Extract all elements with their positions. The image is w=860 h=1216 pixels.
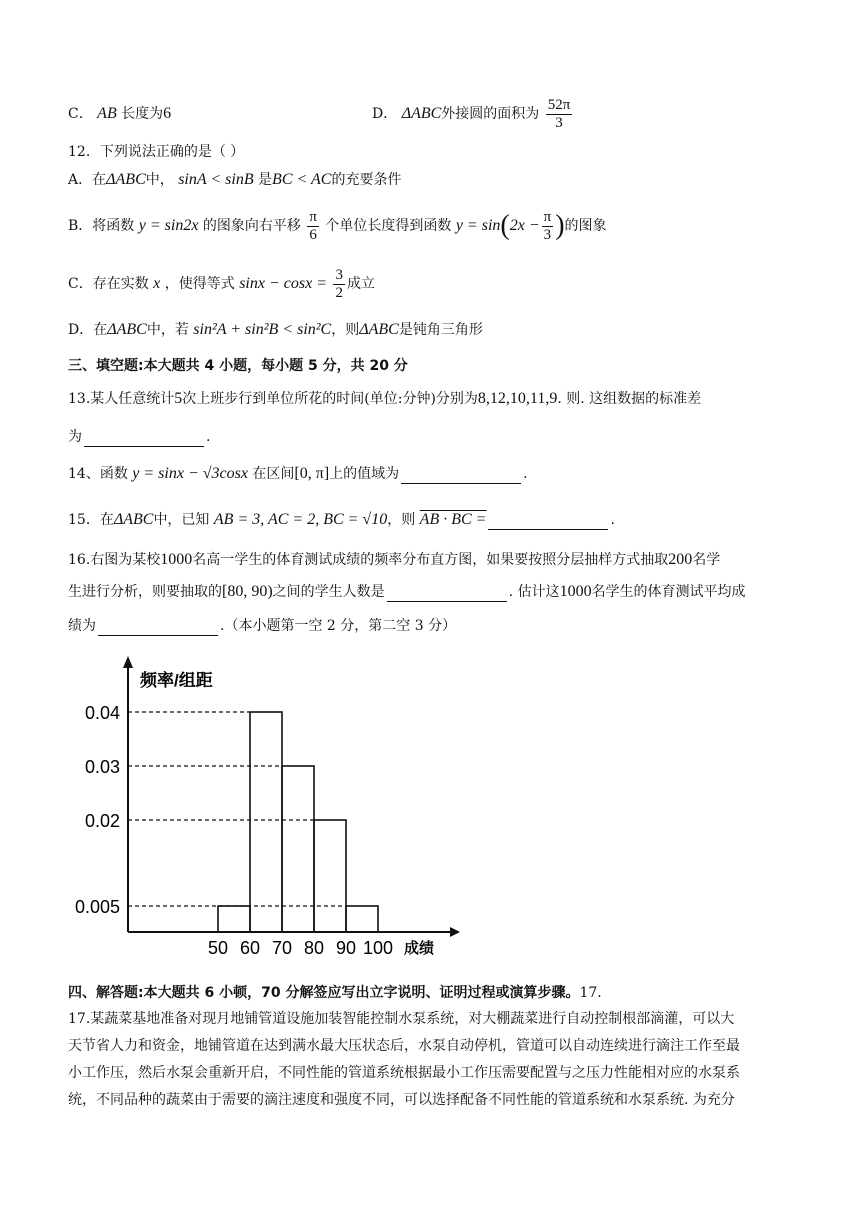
x-axis-label: 成绩: [404, 940, 435, 957]
answer-blank[interactable]: [401, 467, 521, 484]
q13-count: 5: [174, 390, 183, 407]
q12-b-text2: 个单位长度得到函数: [325, 218, 452, 234]
q15-end: .: [610, 512, 615, 528]
q12-d-math1: sin²A + sin²B < sin²C: [193, 321, 332, 338]
q16-text: 名学生的体育测试平均成: [591, 584, 746, 600]
q12-a-triangle: ΔABC: [106, 171, 146, 188]
q12-b-text3: 的图象: [564, 218, 607, 234]
q12-d-label: D．在: [68, 322, 108, 338]
q14-text-a: 14、函数: [68, 466, 128, 482]
q11-c-value: 6: [163, 105, 172, 122]
q16-text: . 估计这: [508, 584, 560, 600]
q14: [68, 464, 528, 484]
q13-line1: [68, 389, 701, 409]
y-tick-label: 0.005: [74, 897, 120, 917]
q13-text-for: 为: [68, 429, 82, 445]
q12-a-text3: 的充要条件: [331, 172, 402, 188]
histogram-bar: [314, 820, 346, 932]
q12-c-math2: sinx − cosx =: [239, 275, 327, 292]
q12-b-math1: y = sin2x: [138, 217, 199, 234]
q13-data: 8,12,10,11,9: [477, 390, 558, 407]
histogram-bar: [346, 906, 378, 932]
q16-number: 200: [668, 551, 693, 568]
right-paren: ): [555, 210, 565, 241]
q15-text-b: 中，已知: [153, 512, 210, 528]
answer-blank[interactable]: [387, 585, 507, 602]
q11-d-math: ΔABC: [401, 105, 442, 122]
q14-math: y = sinx − √3cosx: [132, 465, 248, 482]
q12-c-label: C．存在实数: [68, 276, 149, 292]
q12-d-text2: ，则: [331, 322, 360, 338]
y-tick-label: 0.02: [84, 811, 120, 831]
section-4-title: 四、解答题:本大题共 6 小顿，70 分解签应写出立字说明、证明过程或演算步骤。: [68, 985, 580, 1001]
q15: [68, 510, 615, 530]
q12-b-fraction: [307, 209, 319, 244]
q17-paragraph: [68, 1006, 794, 1114]
q12-option-b: [68, 206, 607, 246]
q12-option-c: [68, 264, 375, 304]
left-paren: (: [500, 210, 510, 241]
q17-line: 统，不同品种的蔬菜由于需要的滴注速度和强度不同，可以选择配备不同性能的管道系统和水泵系统. 为充分: [68, 1092, 735, 1108]
q12-b-fraction2: [542, 209, 554, 244]
q15-math: AB = 3, AC = 2, BC = √10: [213, 511, 388, 528]
x-tick-label: 60: [239, 938, 261, 958]
fraction-numerator: π: [543, 208, 552, 225]
q12-c-fraction: [333, 267, 345, 302]
q13-text-c: . 则. 这组数据的标准差: [557, 391, 702, 407]
q12-d-text1: 中，若: [146, 322, 189, 338]
q12-a-label: A．在: [68, 172, 107, 188]
q15-text-c: ，则: [387, 512, 416, 528]
y-axis-arrow: [123, 656, 133, 668]
q14-text-c: 上的值域为: [329, 466, 400, 482]
section-3-heading: 三、填空题:本大题共 4 小题，每小题 5 分，共 20 分: [68, 358, 408, 374]
q16-line3: [68, 616, 456, 636]
q13-line2: [68, 427, 210, 447]
histogram-bar: [282, 766, 314, 932]
q16-number: 1000: [559, 583, 592, 600]
q16-text: 16.右图为某校: [68, 552, 161, 568]
y-tick-label: 0.03: [84, 757, 120, 777]
q14-interval: [0, π]: [294, 465, 330, 482]
q12-option-d: [68, 320, 483, 340]
q16-text: 绩为: [68, 618, 96, 634]
q16-text: 名高一学生的体育测试成绩的频率分布直方图，如果要按照分层抽样方式抽取: [192, 552, 669, 568]
q16-text: .（本小题第一空 2 分，第二空 3 分）: [220, 618, 457, 634]
q15-text-a: 15．在: [68, 512, 114, 528]
q14-end: .: [523, 466, 528, 482]
section-4-tail: 17.: [579, 985, 602, 1001]
fraction-numerator: π: [309, 208, 317, 225]
x-tick-label: 100: [362, 938, 394, 958]
answer-blank[interactable]: [488, 513, 608, 530]
fraction-denominator: 2: [335, 284, 343, 301]
q11-d-text: 外接圆的面积为: [441, 106, 540, 122]
y-tick-label: 0.04: [84, 703, 120, 723]
q16-line1: [68, 550, 720, 570]
fraction-numerator: 3: [335, 266, 343, 283]
q13-text-a: 13.某人任意统计: [68, 391, 175, 407]
q11-c-math: AB: [97, 105, 117, 122]
histogram-bar: [218, 906, 250, 932]
q12-b-text1: 的图象向右平移: [202, 218, 301, 234]
q12-option-a: [68, 170, 401, 190]
q12-stem: 12．下列说法正确的是（ ）: [68, 144, 245, 160]
q11-option-d: [372, 94, 574, 134]
q11-option-c: [68, 104, 171, 124]
q11-c-text: 长度为: [121, 106, 164, 122]
fraction-numerator: 52π: [547, 96, 571, 113]
q11-c-label: C．: [68, 106, 93, 122]
q12-b-label: B．将函数: [68, 218, 135, 234]
q12-d-triangle: ΔABC: [107, 321, 147, 338]
y-axis-label: 频率/组距: [140, 671, 213, 690]
q16-line2: [68, 582, 746, 602]
q16-interval: [80, 90): [222, 583, 273, 600]
q12-a-text: 中，: [145, 172, 174, 188]
q17-line: 小工作压，然后水泵会重新开启，不同性能的管道系统根据最小工作压需要配置与之压力性能相对应的水泵系: [68, 1065, 740, 1081]
q12-a-text2: 是: [258, 172, 273, 188]
q12-c-math1: x: [153, 275, 161, 292]
q11-d-fraction: [546, 97, 573, 132]
q12-a-math3: BC < AC: [272, 171, 332, 188]
q17-line: 天节省人力和资金，地铺管道在达到满水最大压状态后，水泵自动停机，管道可以自动连续进行滴注工作至最: [68, 1038, 740, 1054]
x-tick-label: 70: [271, 938, 293, 958]
frequency-histogram: [66, 650, 466, 970]
q16-number: 1000: [160, 551, 193, 568]
histogram-bar: [250, 712, 282, 932]
q12-d-triangle2: ΔABC: [359, 321, 399, 338]
x-tick-label: 90: [335, 938, 357, 958]
answer-blank[interactable]: [84, 430, 204, 447]
q12-c-text2: 成立: [346, 276, 375, 292]
section-4-heading: [68, 983, 602, 1003]
x-tick-label: 80: [303, 938, 325, 958]
q11-d-label: D．: [372, 106, 398, 122]
q12-b-inner: 2x −: [509, 217, 540, 234]
q16-text: 名学: [692, 552, 721, 568]
q16-text: 生进行分析，则要抽取的: [68, 584, 222, 600]
q12-a-math2: < sinB: [206, 171, 254, 188]
q12-b-math2: y = sin: [455, 217, 501, 234]
q12-c-text1: ，使得等式: [164, 276, 235, 292]
q13-text-b: 次上班步行到单位所花的时间(单位:分钟)分别为: [182, 391, 478, 407]
fraction-denominator: 3: [555, 114, 563, 131]
q17-line: 17.某蔬菜基地准备对现月地铺管道设施加装智能控制水泵系统，对大棚蔬菜进行自动控制根部滴灌，可以大: [68, 1011, 735, 1027]
q15-triangle: ΔABC: [113, 511, 154, 528]
q14-text-b: 在区间: [252, 466, 295, 482]
answer-blank[interactable]: [98, 619, 218, 636]
x-axis-arrow: [450, 927, 460, 937]
q15-vector-expr: AB · BC =: [419, 511, 487, 528]
q12-a-math1: sinA: [178, 171, 207, 188]
q12-d-text3: 是钝角三角形: [398, 322, 483, 338]
q13-end: .: [206, 429, 211, 445]
x-tick-label: 50: [207, 938, 229, 958]
fraction-denominator: 6: [309, 226, 317, 243]
q16-text: 之间的学生人数是: [272, 584, 385, 600]
fraction-denominator: 3: [543, 226, 552, 243]
